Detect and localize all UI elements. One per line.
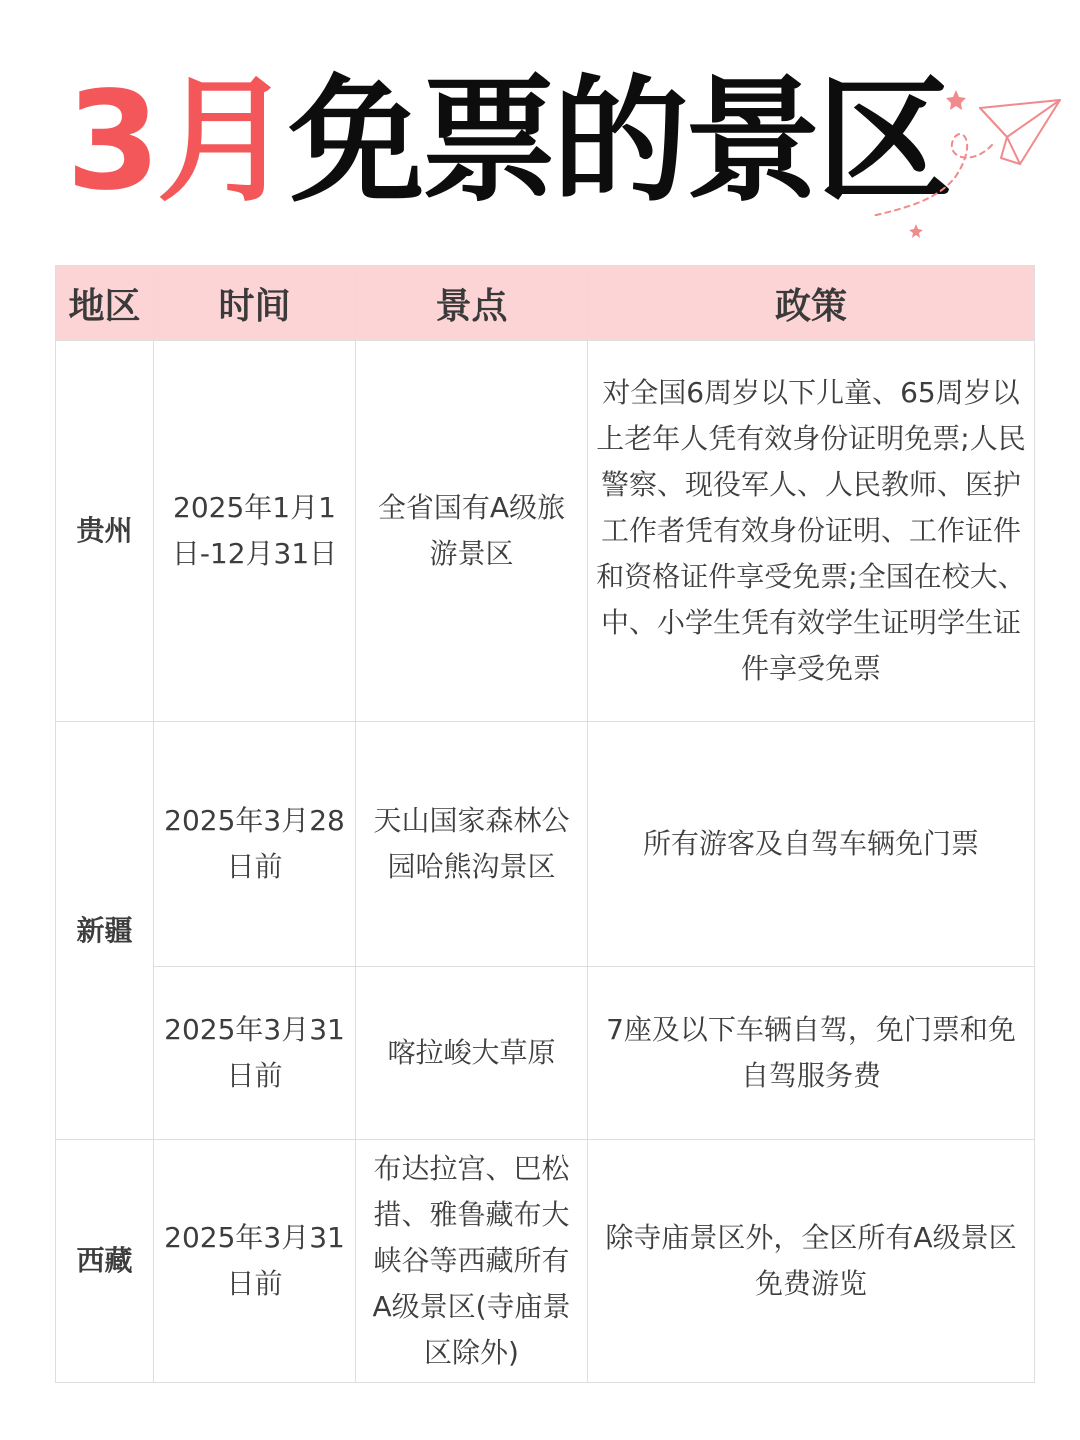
spot-cell: 喀拉峻大草原 <box>356 967 588 1140</box>
table-row <box>56 722 1035 967</box>
policy-cell: 除寺庙景区外，全区所有A级景区免费游览 <box>588 1140 1035 1383</box>
table-header-row <box>56 266 1035 341</box>
header-region: 地区 <box>56 266 154 341</box>
page-title <box>66 62 949 222</box>
spot-cell: 布达拉宫、巴松措、雅鲁藏布大峡谷等西藏所有A级景区(寺庙景区除外) <box>356 1140 588 1383</box>
time-cell: 2025年3月28日前 <box>154 722 356 967</box>
spot-cell: 全省国有A级旅游景区 <box>356 341 588 722</box>
region-cell: 贵州 <box>56 341 154 722</box>
header-time: 时间 <box>154 266 356 341</box>
header-policy: 政策 <box>588 266 1035 341</box>
region-cell: 新疆 <box>56 722 154 1140</box>
time-cell: 2025年1月1日-12月31日 <box>154 341 356 722</box>
policy-cell: 对全国6周岁以下儿童、65周岁以上老年人凭有效身份证明免票;人民警察、现役军人、人民教师、医护工作者凭有效身份证明、工作证件和资格证件享受免票;全国在校大、中、小学生凭有效学生证明学生证件享受免票 <box>588 341 1035 722</box>
scenic-table <box>55 265 1035 1383</box>
region-cell: 西藏 <box>56 1140 154 1383</box>
time-cell: 2025年3月31日前 <box>154 967 356 1140</box>
table-row <box>56 1140 1035 1383</box>
title-accent: 3月 <box>66 63 289 221</box>
paper-plane-icon <box>860 80 1070 250</box>
title-main: 免票的景区 <box>288 63 949 221</box>
table-row <box>56 967 1035 1140</box>
policy-cell: 7座及以下车辆自驾，免门票和免自驾服务费 <box>588 967 1035 1140</box>
policy-cell: 所有游客及自驾车辆免门票 <box>588 722 1035 967</box>
header-spot: 景点 <box>356 266 588 341</box>
spot-cell: 天山国家森林公园哈熊沟景区 <box>356 722 588 967</box>
time-cell: 2025年3月31日前 <box>154 1140 356 1383</box>
table-row <box>56 341 1035 722</box>
